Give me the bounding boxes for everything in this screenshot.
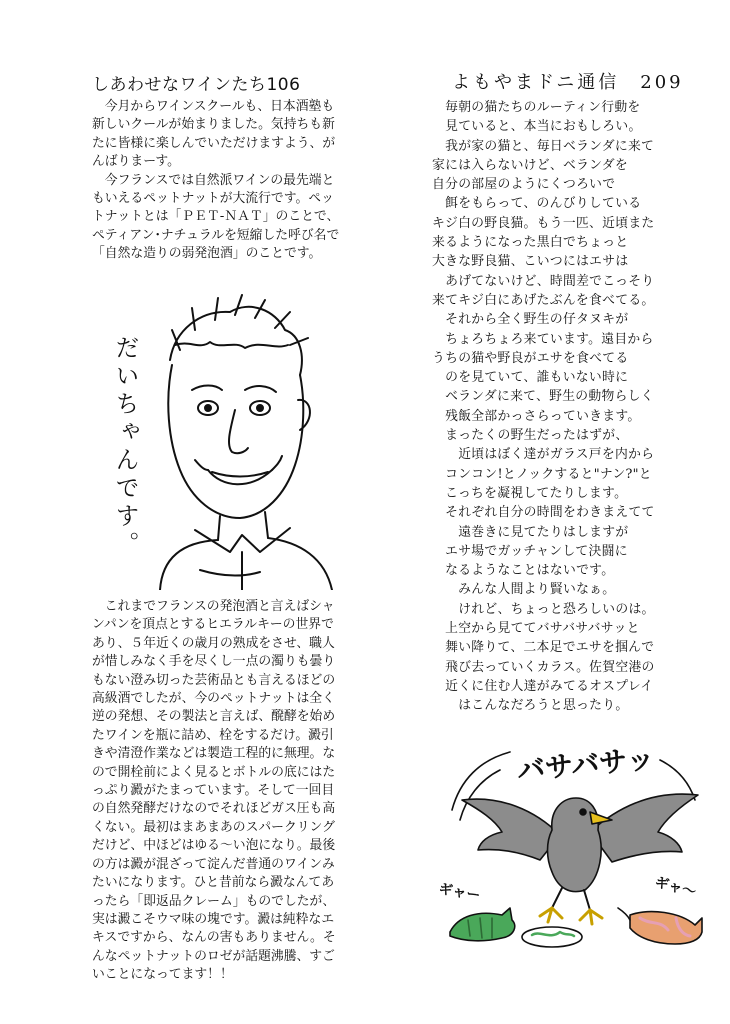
right-column-line: なるようなことはないです。 <box>432 563 615 579</box>
right-column-line: エサ場でガッチャンして決闘に <box>432 543 628 559</box>
right-column-line: けれど、ちょっと恐ろしいのは。 <box>432 601 655 617</box>
left-paragraph-2-line: たワインを瓶に詰め、栓をするだけ。澱引 <box>92 727 334 743</box>
sfx-flap: バサバサッ <box>515 742 656 787</box>
right-column-line: 飛び去っていくカラス。佐賀空港の <box>432 659 655 675</box>
right-column-title: よもやまドニ通信 209 <box>452 72 684 93</box>
right-column-line: 近頃はぼく達がガラス戸を内から <box>432 447 655 463</box>
left-paragraph-2-line: これまでフランスの発泡酒と言えばシャ <box>92 599 335 614</box>
right-column-text <box>432 98 655 716</box>
left-column-title: しあわせなワインたち106 <box>92 75 301 95</box>
portrait-caption: だいちゃんです。 <box>111 335 139 559</box>
right-column-line: はこんなだろうと思ったり。 <box>432 698 629 714</box>
right-column-line: こっちを凝視してたりします。 <box>432 485 628 501</box>
left-paragraph-1-line: 「自然な造りの弱発泡酒」のことです。 <box>92 246 322 262</box>
left-paragraph-2-line: の自然発酵だけなのでそれほどガス圧も高 <box>92 801 336 817</box>
crow-right-wing <box>590 794 698 862</box>
right-column-line: 来てキジ白にあげたぶんを食べてる。 <box>432 292 655 308</box>
crow-illustration <box>440 740 710 959</box>
left-paragraph-2-line: いことになってます！！ <box>92 967 233 983</box>
right-column-line: ベランダに来て、野生の動物らしく <box>432 389 654 405</box>
left-paragraph-1-line: 新しいクールが始まりました。気持ちも新 <box>92 117 335 133</box>
sfx-cry-right: ギャ〜 <box>652 874 698 901</box>
right-column-line: それから全く野生の仔タヌキが <box>432 312 629 328</box>
right-column-line: 家には入らないけど、ベランダを <box>432 157 628 173</box>
left-paragraph-1-line: ペティアン･ナチュラルを短縮した呼び名で <box>92 227 340 243</box>
left-paragraph-2-line: 逆の発想、その製法と言えば、醗酵を始め <box>92 709 336 725</box>
right-column-line: みんな人間より賢いなぁ。 <box>432 582 616 598</box>
right-column-line: 上空から見ててバサバサバサッと <box>432 621 640 637</box>
right-column-line: まったくの野生だったはずが、 <box>432 428 629 444</box>
left-paragraph-2-line: もない澄み切った芸術品とも言えるほどの <box>92 672 336 688</box>
right-column-line: 来るようになった黒白でちょっと <box>432 235 629 251</box>
left-paragraph-1-line: んばりまーす。 <box>92 154 180 170</box>
sfx-cry-left: ギャー <box>440 881 482 905</box>
left-paragraph-2-line: キスですから、なんの害もありません。そ <box>92 930 336 946</box>
left-paragraph-2-line: ったら「即返品クレーム」ものでしたが、 <box>92 893 336 909</box>
crow-left-wing <box>462 799 560 860</box>
left-paragraph-2-line: が惜しみなく手を尽くし一点の濁りも曇り <box>92 654 336 670</box>
left-paragraph-2-line: たいになります。ひと昔前なら澱なんてあ <box>92 875 335 891</box>
left-paragraph-2-line: ンパンを頂点とするヒエラルキーの世界で <box>92 617 334 633</box>
left-paragraph-1-line: 今フランスでは自然派ワインの最先端と <box>92 172 335 188</box>
left-paragraph-1 <box>92 98 339 264</box>
left-paragraph-1-line: トナットとは「ＰＥＴ-ＮＡＴ」のことで、 <box>92 209 340 225</box>
right-column-line: キジ白の野良猫。もう一匹、近頃また <box>432 215 655 231</box>
left-paragraph-2-line: くない。最初はまあまあのスパークリング <box>92 819 335 835</box>
right-column-line: 残飯全部かっさらっていきます。 <box>432 408 641 424</box>
right-column-line: それぞれ自分の時間をわきまえてて <box>432 505 655 521</box>
right-column-line: 自分の部屋のようにくつろいで <box>432 177 616 193</box>
left-paragraph-2-line: んなペットナットのロゼが話題沸騰、すご <box>92 948 335 964</box>
right-column-line: コンコン!とノックすると"ナン?"と <box>432 466 652 482</box>
right-column-line: 近くに住む人達がみてるオスプレイ <box>432 678 654 694</box>
right-column-line: ちょろちょろ来ています。遠目から <box>432 331 654 347</box>
left-paragraph-2-line: あり、５年近くの歳月の熟成をさせ、職人 <box>92 635 335 651</box>
right-column-line: 我が家の猫と、毎日ベランダに来て <box>432 138 655 154</box>
right-column-line: 大きな野良猫、こいつにはエサは <box>432 254 629 270</box>
food-bowl <box>522 927 582 947</box>
left-paragraph-2-line: の方は澱が混ざって淀んだ普通のワインみ <box>92 856 335 872</box>
right-column-line: のを見ていて、誰もいない時に <box>432 370 629 386</box>
crow-body <box>548 798 602 892</box>
left-paragraph-2 <box>92 598 336 985</box>
right-column-line: 毎朝の猫たちのルーティン行動を <box>432 100 641 115</box>
left-paragraph-2-line: 高級酒でしたが、今のペットナットは全く <box>92 691 335 707</box>
left-paragraph-2-line: っぷり澱がたまっています。そして一回目 <box>92 783 335 799</box>
right-column-line: うちの猫や野良がエサを食べてる <box>432 350 629 366</box>
right-column-line: 舞い降りて、二本足でエサを掴んで <box>432 640 655 656</box>
right-column-line: 見ていると、本当におもしろい。 <box>432 119 642 135</box>
left-paragraph-1-line: 今月からワインスクールも、日本酒塾も <box>92 99 335 114</box>
left-paragraph-1-line: たに皆様に楽しんでいただけますよう、が <box>92 135 336 151</box>
right-column-line: 遠巻きに見てたりはしますが <box>432 524 629 540</box>
left-paragraph-2-line: ので開栓前によく見るとボトルの底にはた <box>92 764 336 780</box>
right-column-line: あげてないけど、時間差でこっそり <box>432 273 655 289</box>
left-paragraph-2-line: だけど、中ほどはゆる〜い泡になり。最後 <box>92 838 336 854</box>
left-paragraph-2-line: きや清澄作業などは製造工程的に無理。な <box>92 746 336 762</box>
portrait-hair <box>170 295 308 375</box>
left-paragraph-2-line: 実は澱こそウマ味の塊です。澱は純粋なエ <box>92 911 335 927</box>
left-paragraph-1-line: もいえるペットナットが大流行です。ペッ <box>92 191 334 207</box>
portrait-face <box>168 365 303 518</box>
right-column-line: 餌をもらって、のんびりしている <box>432 196 642 212</box>
